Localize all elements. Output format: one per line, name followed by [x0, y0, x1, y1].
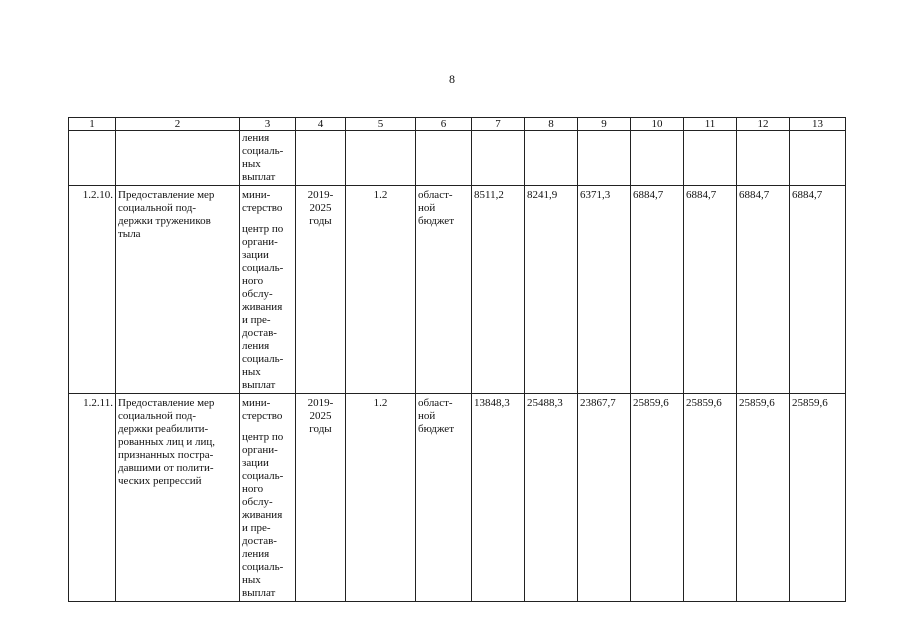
- cell-value: [790, 131, 846, 186]
- executor-line: зации: [242, 249, 269, 261]
- column-header: 12: [737, 118, 790, 131]
- cell-value: 25859,6: [631, 394, 684, 602]
- cell-value: [684, 131, 737, 186]
- cell-executor: [240, 186, 296, 394]
- cell-indicator: 1.2: [346, 394, 416, 602]
- executor-line: мини-: [242, 397, 271, 409]
- executor-line: стерство: [242, 202, 283, 214]
- executor-line: центр по: [242, 223, 284, 235]
- cell-value: [525, 131, 578, 186]
- executor-line: ления: [242, 132, 270, 144]
- cell-period: [296, 131, 346, 186]
- cell-value: 6884,7: [790, 186, 846, 394]
- name-line: держки тружеников: [118, 215, 211, 227]
- column-header: 7: [472, 118, 525, 131]
- table-row-continuation: [69, 131, 846, 186]
- period-line: годы: [309, 215, 332, 227]
- source-line: ной: [418, 202, 436, 214]
- column-header: 11: [684, 118, 737, 131]
- executor-line: живания: [242, 301, 283, 313]
- name-line: социальной под-: [118, 202, 196, 214]
- source-line: област-: [418, 189, 453, 201]
- executor-line: достав-: [242, 535, 277, 547]
- cell-name: [116, 131, 240, 186]
- executor-line: достав-: [242, 327, 277, 339]
- executor-gap: [242, 215, 293, 223]
- cell-num: 1.2.10.: [69, 186, 116, 394]
- cell-value: 6371,3: [578, 186, 631, 394]
- period-line: 2019-: [307, 397, 334, 409]
- cell-executor: [240, 394, 296, 602]
- column-header: 5: [346, 118, 416, 131]
- cell-value: [472, 131, 525, 186]
- table-row: [69, 394, 846, 602]
- executor-line: стерство: [242, 410, 283, 422]
- executor-line: живания: [242, 509, 283, 521]
- cell-indicator: [346, 131, 416, 186]
- cell-name: [116, 186, 240, 394]
- executor-line: мини-: [242, 189, 271, 201]
- cell-value: 6884,7: [631, 186, 684, 394]
- cell-num: 1.2.11.: [69, 394, 116, 602]
- name-line: Предоставление мер: [118, 397, 215, 409]
- executor-line: центр по: [242, 431, 284, 443]
- executor-line: зации: [242, 457, 269, 469]
- cell-value: [631, 131, 684, 186]
- period-line: 2025: [309, 202, 332, 214]
- executor-line: обслу-: [242, 288, 273, 300]
- column-header: 6: [416, 118, 472, 131]
- period-line: годы: [309, 423, 332, 435]
- name-line: держки реабилити-: [118, 423, 209, 435]
- name-line: социальной под-: [118, 410, 196, 422]
- executor-line: выплат: [242, 379, 276, 391]
- executor-line: выплат: [242, 587, 276, 599]
- executor-line: ных: [242, 158, 261, 170]
- page-number: 8: [449, 72, 455, 86]
- executor-line: социаль-: [242, 145, 284, 157]
- cell-value: 25859,6: [790, 394, 846, 602]
- cell-value: 6884,7: [737, 186, 790, 394]
- executor-line: ного: [242, 483, 264, 495]
- program-table: [68, 117, 846, 602]
- cell-name: [116, 394, 240, 602]
- executor-line: социаль-: [242, 561, 284, 573]
- name-line: давшими от полити-: [118, 462, 214, 474]
- cell-executor: [240, 131, 296, 186]
- cell-value: 23867,7: [578, 394, 631, 602]
- cell-value: 25859,6: [684, 394, 737, 602]
- cell-value: [737, 131, 790, 186]
- cell-value: 8241,9: [525, 186, 578, 394]
- executor-line: органи-: [242, 444, 278, 456]
- cell-value: [578, 131, 631, 186]
- executor-line: и пре-: [242, 522, 271, 534]
- column-header: 9: [578, 118, 631, 131]
- name-line: тыла: [118, 228, 141, 240]
- period-line: 2025: [309, 410, 332, 422]
- source-line: ной: [418, 410, 436, 422]
- cell-value: 8511,2: [472, 186, 525, 394]
- executor-line: ления: [242, 548, 270, 560]
- executor-line: выплат: [242, 171, 276, 183]
- cell-num: [69, 131, 116, 186]
- cell-period: [296, 186, 346, 394]
- cell-value: 25488,3: [525, 394, 578, 602]
- source-line: бюджет: [418, 215, 454, 227]
- executor-line: ных: [242, 366, 261, 378]
- header-row: [69, 118, 846, 131]
- column-header: 1: [69, 118, 116, 131]
- executor-line: обслу-: [242, 496, 273, 508]
- cell-source: [416, 131, 472, 186]
- executor-line: социаль-: [242, 470, 284, 482]
- executor-line: ных: [242, 574, 261, 586]
- executor-gap: [242, 423, 293, 431]
- executor-line: и пре-: [242, 314, 271, 326]
- name-line: рованных лиц и лиц,: [118, 436, 216, 448]
- column-header: 2: [116, 118, 240, 131]
- cell-value: 25859,6: [737, 394, 790, 602]
- column-header: 4: [296, 118, 346, 131]
- cell-indicator: 1.2: [346, 186, 416, 394]
- name-line: Предоставление мер: [118, 189, 215, 201]
- period-line: 2019-: [307, 189, 334, 201]
- executor-line: ного: [242, 275, 264, 287]
- source-line: бюджет: [418, 423, 454, 435]
- cell-source: [416, 394, 472, 602]
- column-header: 8: [525, 118, 578, 131]
- executor-line: органи-: [242, 236, 278, 248]
- cell-source: [416, 186, 472, 394]
- column-header: 13: [790, 118, 846, 131]
- name-line: признанных постра-: [118, 449, 214, 461]
- executor-line: социаль-: [242, 262, 284, 274]
- cell-value: 6884,7: [684, 186, 737, 394]
- column-header: 10: [631, 118, 684, 131]
- table-row: [69, 186, 846, 394]
- cell-value: 13848,3: [472, 394, 525, 602]
- executor-line: социаль-: [242, 353, 284, 365]
- name-line: ческих репрессий: [118, 475, 202, 487]
- source-line: област-: [418, 397, 453, 409]
- column-header: 3: [240, 118, 296, 131]
- executor-line: ления: [242, 340, 270, 352]
- cell-period: [296, 394, 346, 602]
